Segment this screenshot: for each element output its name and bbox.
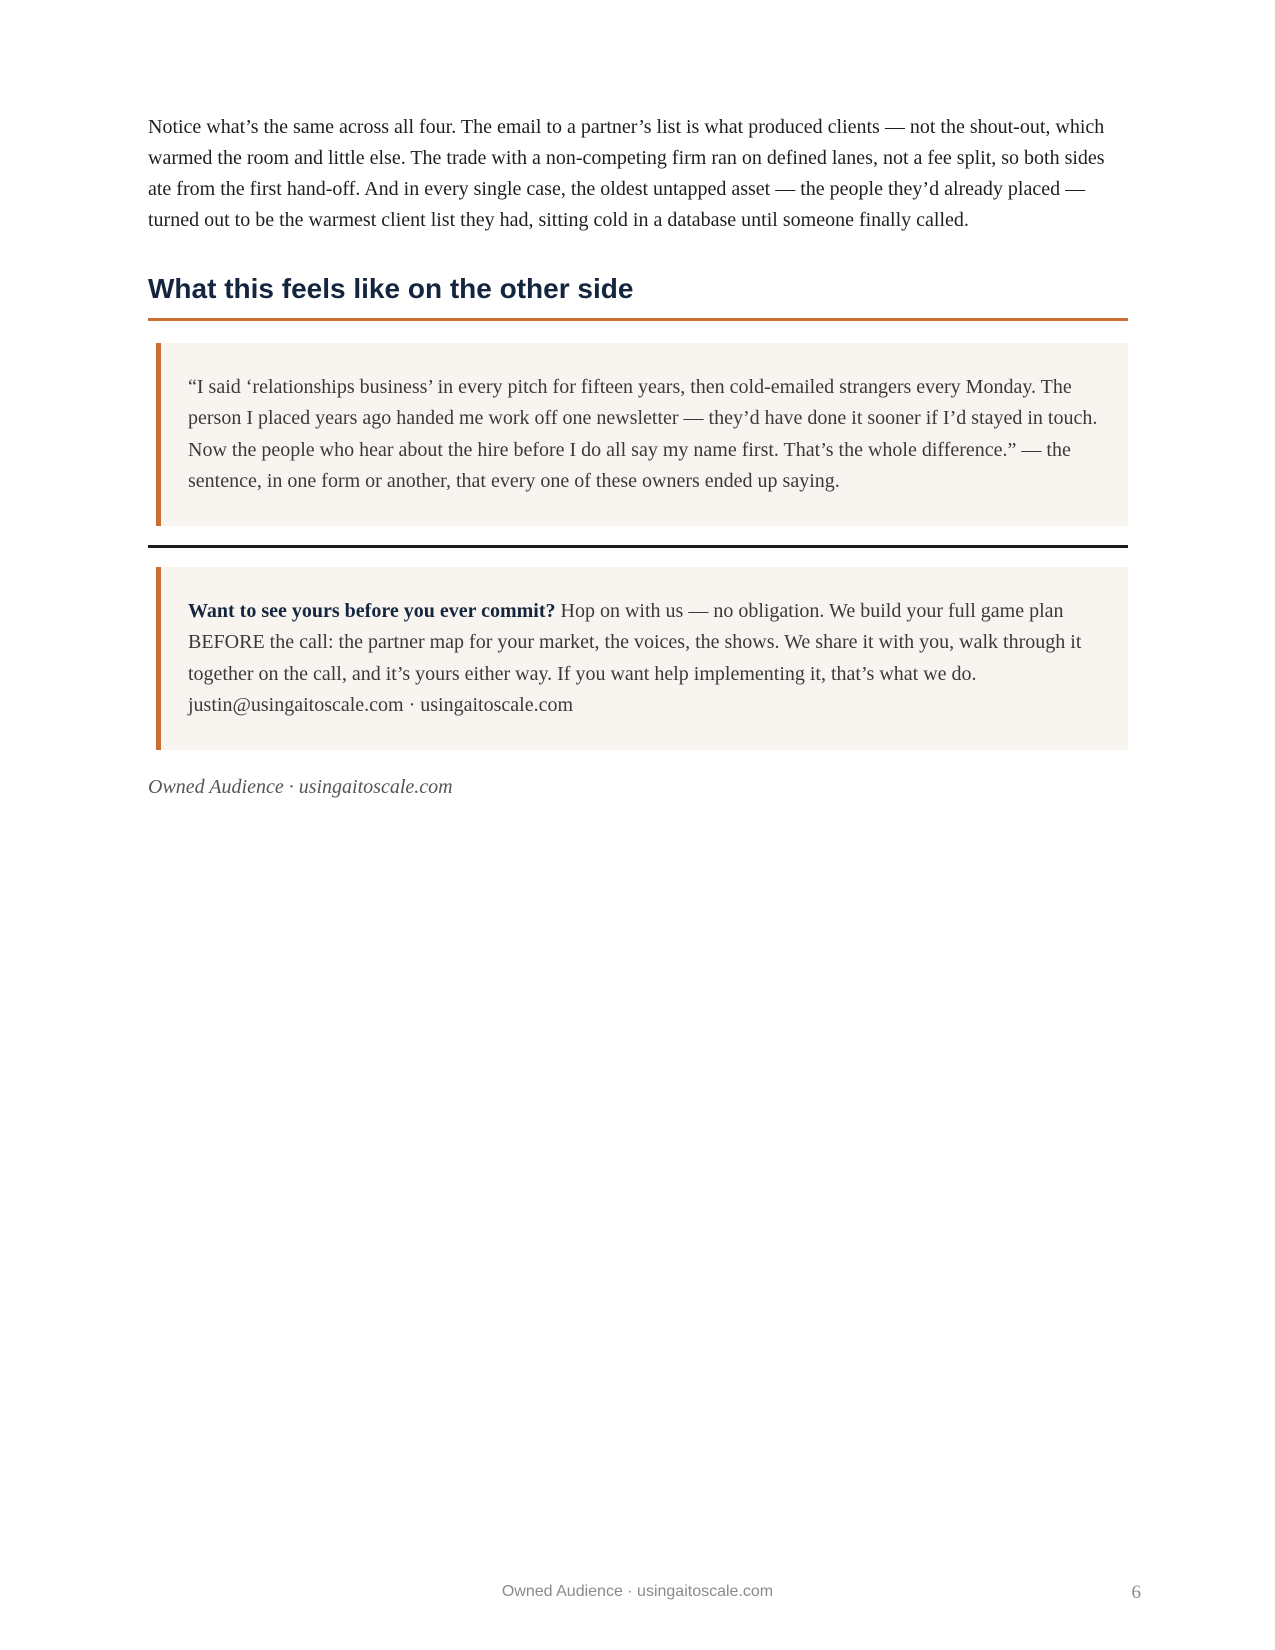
- page-content: [148, 112, 1128, 802]
- cta-paragraph: [188, 596, 1118, 721]
- cta-lead: Want to see yours before you ever commit?: [188, 600, 556, 623]
- page-footer: [0, 1580, 1275, 1604]
- cta-body: Hop on with us — no obligation. We build your full game plan BEFORE the call: the partner map for your market, the voices, the shows. We share it with you, walk through it together on the call, and it’s yours either way. If you want help implementing it, that’s what we do.: [188, 600, 1082, 685]
- tagline: Owned Audience · usingaitoscale.com: [148, 776, 453, 799]
- section-heading: What this feels like on the other side: [148, 270, 1128, 321]
- cta-contact: justin@usingaitoscale.com · usingaitoscale.com: [188, 694, 573, 717]
- quote-callout: [156, 343, 1128, 526]
- body-paragraph: Notice what’s the same across all four. The email to a partner’s list is what produced clients — not the shout-out, which warmed the room and little else. The trade with a non-competing firm ran on defined lanes, not a fee split, so both sides ate from the first hand-off. And in every single case, the oldest untapped asset — the people they’d already placed — turned out to be the warmest client list they had, sitting cold in a database until someone finally called.: [148, 116, 1105, 231]
- quote-text: “I said ‘relationships business’ in every pitch for fifteen years, then cold-emailed strangers every Monday. The person I placed years ago handed me work off one newsletter — they’d have done it sooner if I’d stayed in touch. Now the people who hear about the hire before I do all say my name first. That’s the whole difference.” — the sentence, in one form or another, that every one of these owners ended up saying.: [188, 376, 1098, 492]
- page-number: 6: [1131, 1582, 1141, 1603]
- footer-text: Owned Audience · usingaitoscale.com: [501, 1583, 774, 1600]
- section-divider: [148, 545, 1128, 548]
- cta-callout: [156, 567, 1128, 750]
